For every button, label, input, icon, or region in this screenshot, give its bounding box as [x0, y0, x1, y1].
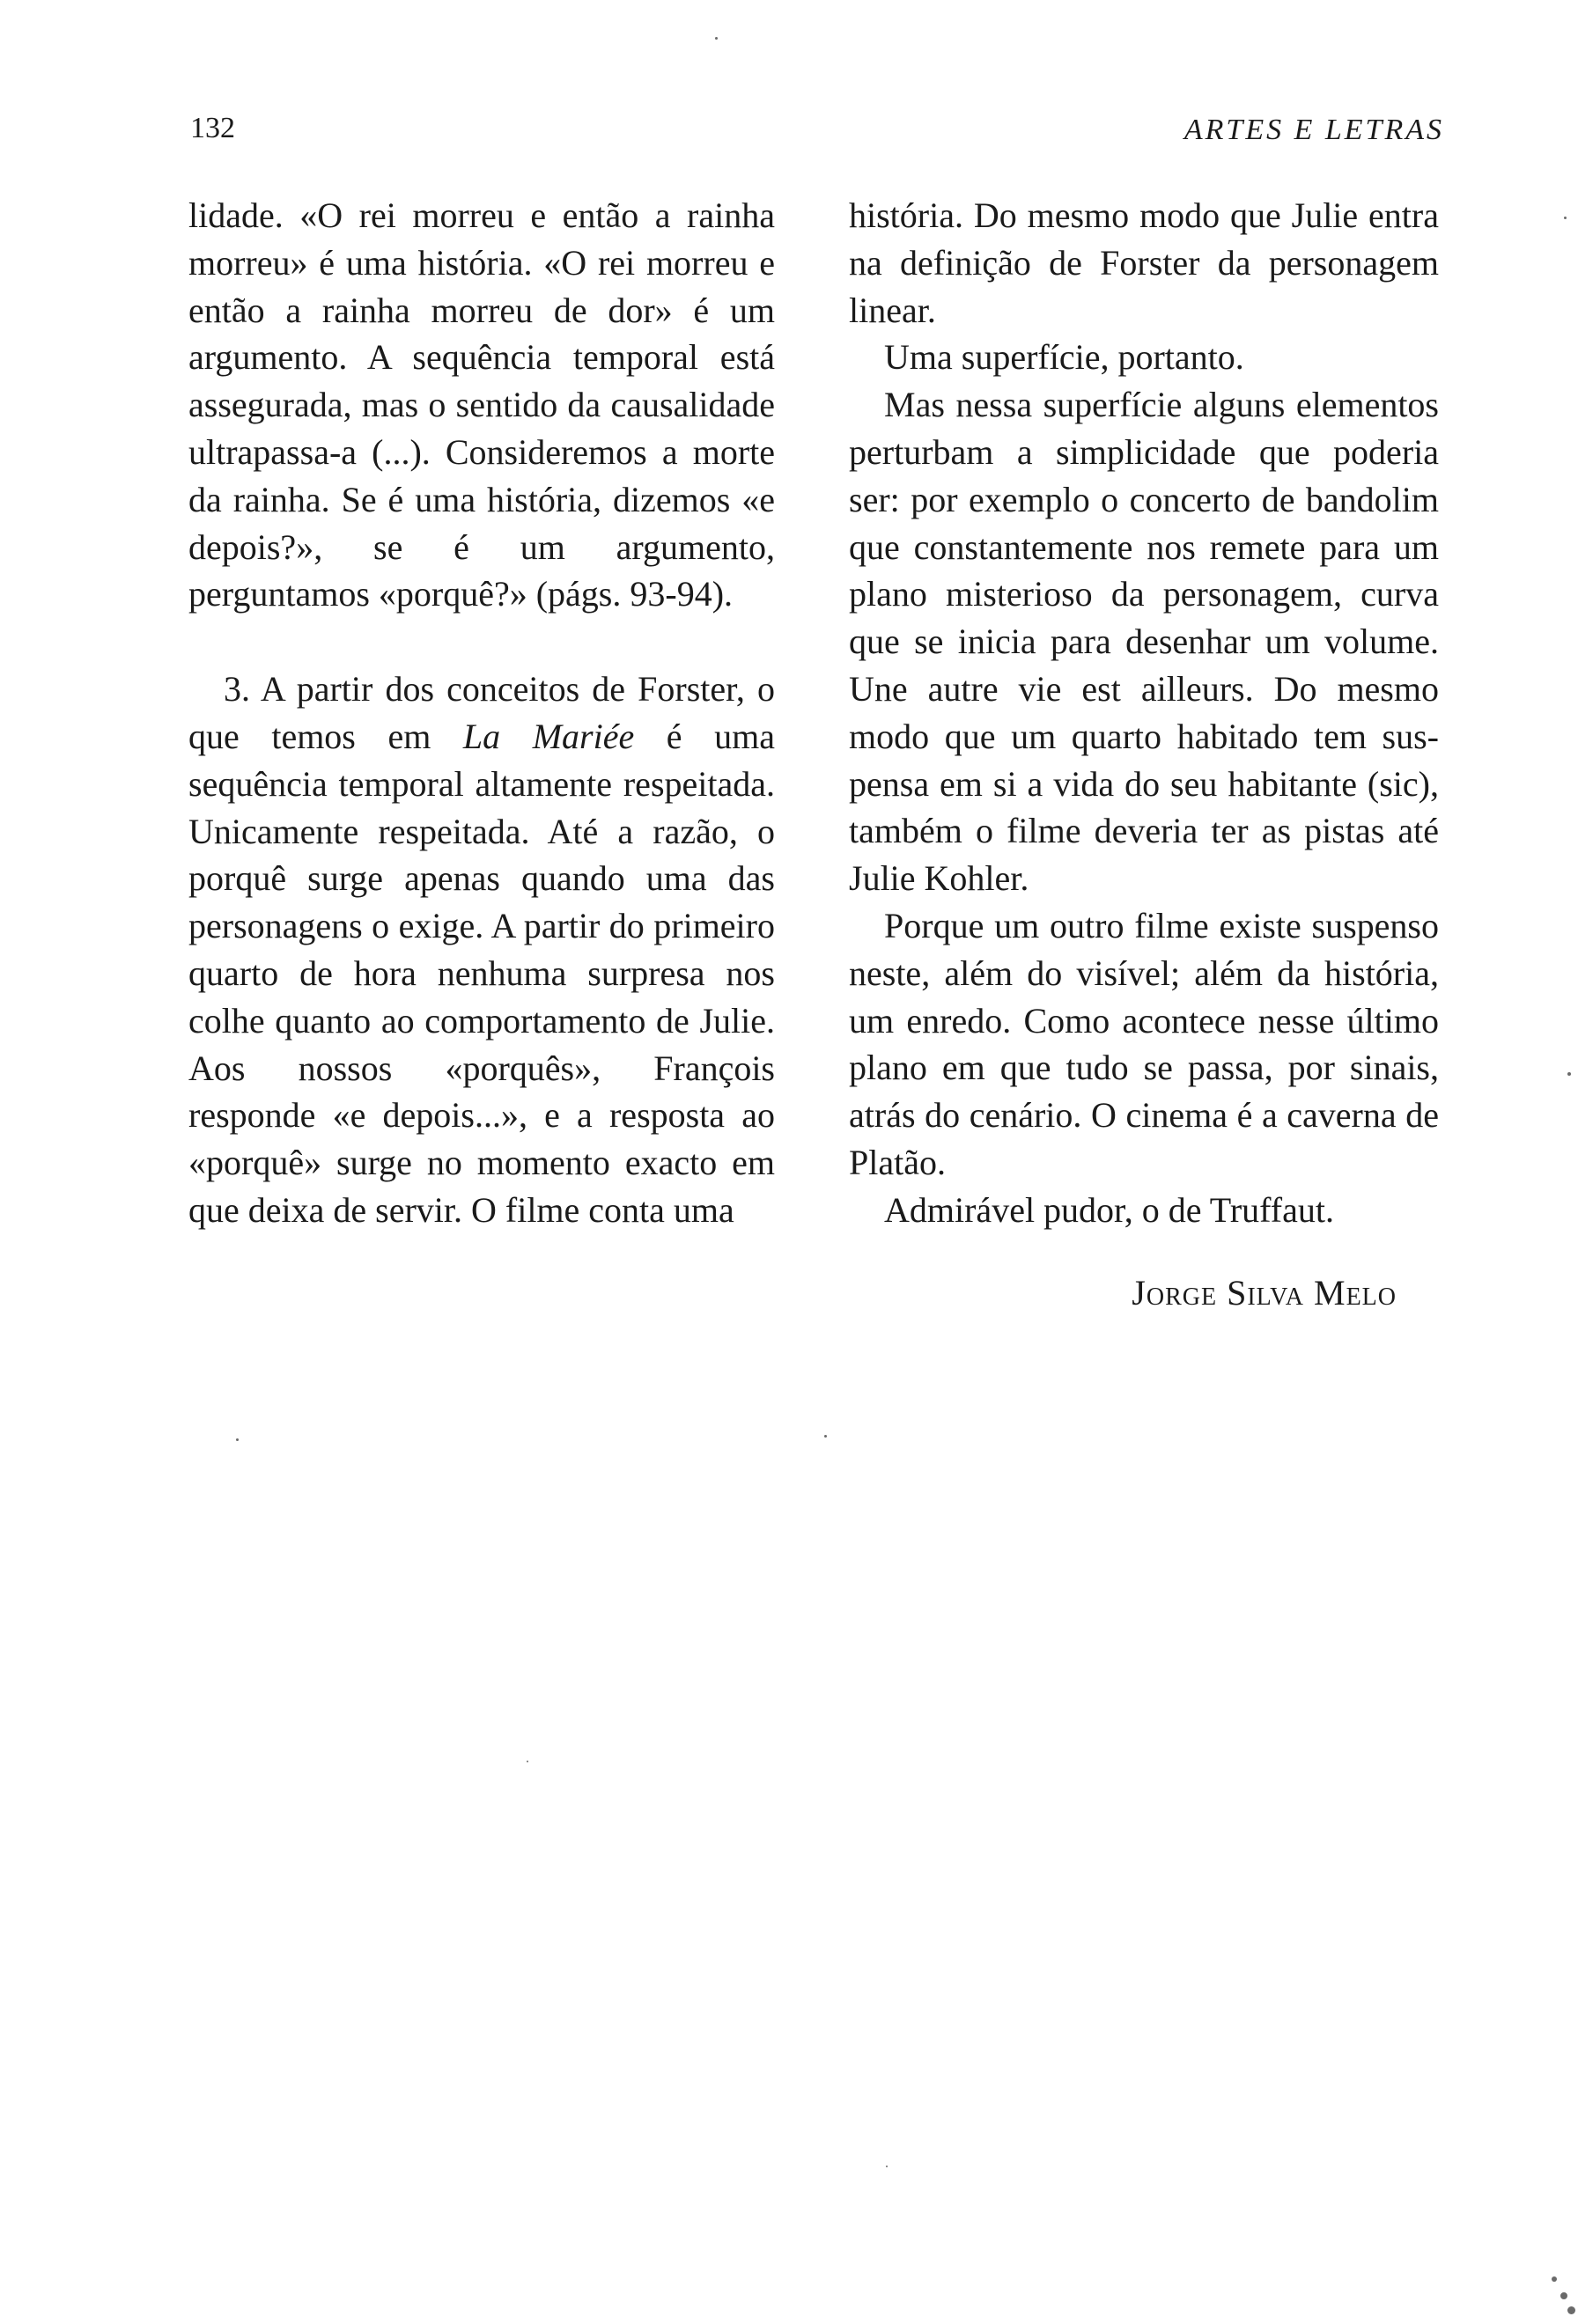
right-paragraph-4: Porque um outro filme existe suspenso neste, além do visível; além da história, um enredo. Como acontece nesse último plano em que tudo se passa, por sinais, atrás do cenário. O cinema é a caverna de Platão. — [849, 905, 1439, 1182]
scan-speck — [1552, 2276, 1557, 2282]
running-head: ARTES E LETRAS — [1184, 114, 1444, 146]
page-number: 132 — [190, 112, 235, 144]
film-title: La Mariée — [462, 716, 635, 756]
author-signature: Jorge Silva Melo — [1132, 1272, 1397, 1313]
left-paragraph-1: lidade. «O rei morreu e então a rainha morreu» é uma história. «O rei morreu e então a rainha morreu de dor» é um argumento. A sequência temporal está assegurada, mas o sentido da causalidade ultrapassa-a (...). Consideremos a morte da rainha. Se é uma história, dizemos «e depois?», se é um argumento, perguntamos «porquê?» (págs. 93-94). — [188, 195, 775, 614]
right-paragraph-3: Mas nessa superfície alguns elementos perturbam a simplicidade que poderia ser: por exemplo o concerto de bandolim que constantemente nos remete para um plano misterioso da personagem, curva que se inicia para desenhar um volume. Une autre vie est ailleurs. Do mesmo modo que um quarto habitado tem suspensa em si a vida do seu habitante (sic), também o filme deveria ter as pistas até Julie Kohler. — [849, 385, 1439, 899]
scan-speck — [527, 1761, 528, 1762]
scan-speck — [1560, 2292, 1567, 2299]
right-paragraph-1: história. Do mesmo modo que Julie entra na definição de Forster da personagem linear. — [849, 195, 1439, 330]
scan-speck — [236, 1438, 239, 1441]
scan-speck — [715, 37, 718, 40]
right-paragraph-2: Uma superfície, portanto. — [884, 337, 1244, 378]
scan-speck — [824, 1435, 827, 1438]
scan-speck — [886, 2166, 888, 2167]
right-paragraph-5: Admirável pudor, o de Truffaut. — [884, 1189, 1334, 1230]
right-column — [849, 192, 1439, 1316]
scan-speck — [1564, 217, 1567, 219]
scan-speck — [1567, 2306, 1575, 2314]
left-paragraph-2 — [188, 666, 775, 1234]
paragraph-2-rest: é uma sequência temporal altamente respeitada. Unicamente respeitada. Até a razão, o porquê surge apenas quando uma das personagens o exige. A partir do primeiro quarto de hora nenhuma surpresa nos colhe quanto ao comportamento de Julie. Aos nossos «porquês», François responde «e depois...», e a resposta ao «porquê» surge no momento exacto em que deixa de servir. O filme conta uma — [188, 716, 775, 1230]
paragraph-2-lead: 3. A partir dos conceitos de Forster, o que temos em — [188, 669, 775, 756]
scan-speck — [1567, 1072, 1571, 1076]
left-column — [188, 192, 775, 1234]
